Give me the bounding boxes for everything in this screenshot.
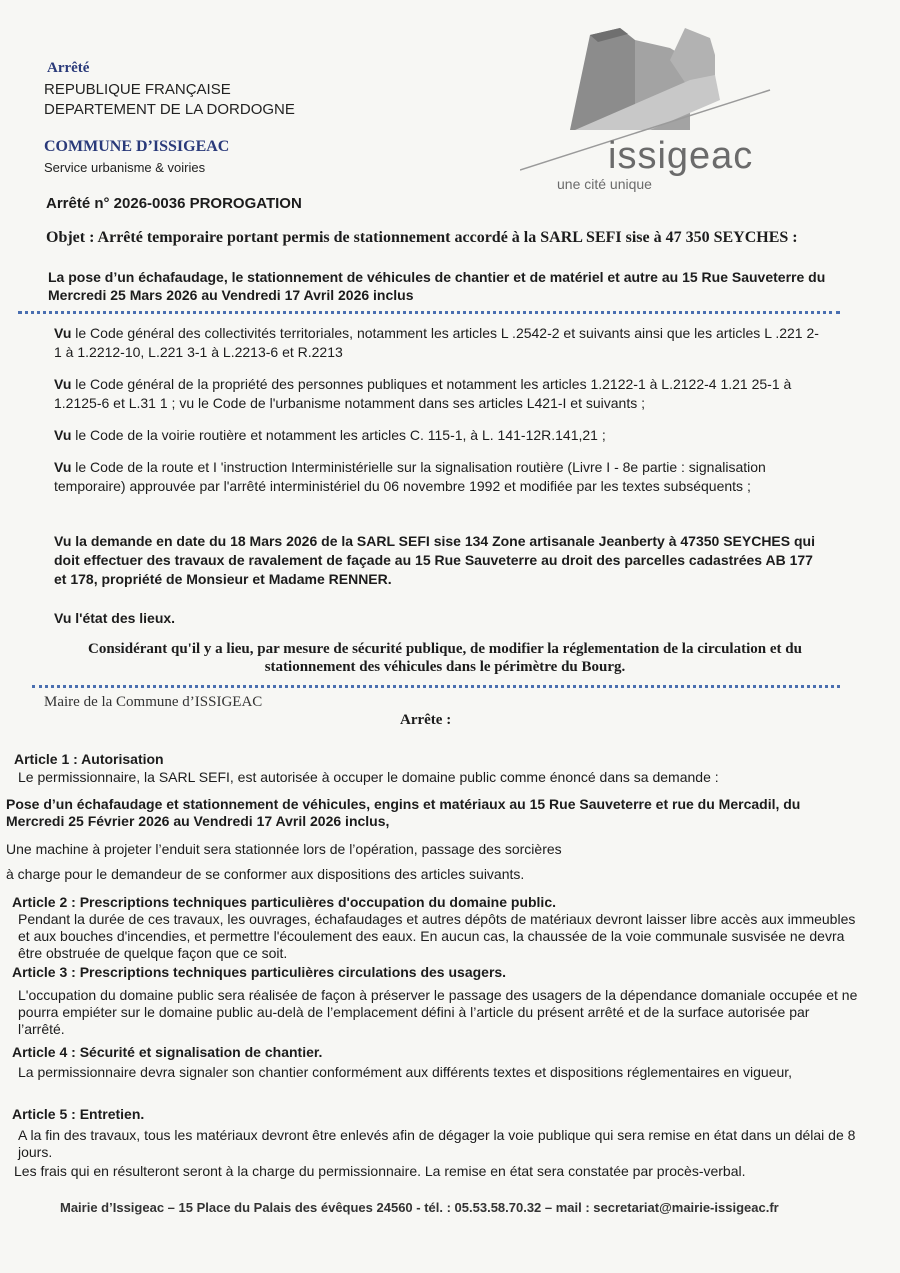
visa-key: Vu — [54, 427, 72, 443]
visa-item — [54, 426, 826, 445]
visa-key: Vu — [54, 325, 72, 341]
visa-text: le Code de la route et I 'instruction Interministérielle sur la signalisation routière (Livre I - 8e partie : signalisation temporaire) approuvée par l'arrêté interministériel du 06 novembre 1992 et modifiée par les textes subséquents ; — [54, 459, 766, 494]
article-5-text-2: Les frais qui en résulteront seront à la charge du permissionnaire. La remise en état sera constatée par procès-verbal. — [14, 1163, 746, 1179]
objet-title: Objet : Arrêté temporaire portant permis de stationnement accordé à la SARL SEFI sise à 47 350 SEYCHES : — [46, 229, 798, 246]
article-3-text: L'occupation du domaine public sera réalisée de façon à préserver le passage des usagers de la dépendance domaniale occupée et ne pourra empiéter sur le domaine public au-delà de l’emplacement défini à l’article du présent arrêté et de la surface autorisée par l’arrêté. — [18, 987, 858, 1037]
republique: REPUBLIQUE FRANÇAISE — [44, 81, 231, 98]
objet-subtitle: La pose d’un échafaudage, le stationnement de véhicules de chantier et de matériel et autre au 15 Rue Sauveterre du Mercredi 25 Mars 2026 au Vendredi 17 Avril 2026 inclus — [48, 269, 826, 303]
commune-name: COMMUNE D’ISSIGEAC — [44, 138, 230, 155]
document-type-label: Arrêté — [47, 60, 90, 76]
footer-address: Mairie d’Issigeac – 15 Place du Palais des évêques 24560 - tél. : 05.53.58.70.32 – mail : secretariat@mairie-issigeac.fr — [60, 1200, 779, 1215]
visa-text: le Code général des collectivités territoriales, notamment les articles L .2542-2 et suivants ainsi que les articles L .221 2-1 à 1.2212-10, L.221 3-1 à L.2213-6 et R.2213 — [54, 325, 819, 360]
visa-text: le Code de la voirie routière et notamment les articles C. 115-1, à L. 141-12R.141,21 ; — [71, 427, 606, 443]
article-5-title: Article 5 : Entretien. — [12, 1106, 145, 1122]
visa-item — [54, 458, 826, 496]
maire-title: Maire de la Commune d’ISSIGEAC — [44, 694, 263, 710]
visa-item-etat-lieux: Vu l'état des lieux. — [54, 610, 176, 626]
article-1-bold: Pose d’un échafaudage et stationnement de véhicules, engins et matériaux au 15 Rue Sauveterre et rue du Mercadil, du Mercredi 25 Février 2026 au Vendredi 17 Avril 2026 inclus, — [6, 796, 801, 829]
visa-item — [54, 324, 826, 362]
logo-name: issigeac — [608, 135, 754, 177]
article-1-machine: Une machine à projeter l’enduit sera stationnée lors de l’opération, passage des sorcières — [6, 841, 562, 857]
dotted-divider — [18, 311, 840, 314]
article-1-charge: à charge pour le demandeur de se conformer aux dispositions des articles suivants. — [6, 866, 525, 882]
article-1-title: Article 1 : Autorisation — [14, 751, 164, 767]
visa-item — [54, 375, 826, 413]
article-4-text: La permissionnaire devra signaler son chantier conformément aux différents textes et dispositions réglementaires en vigueur, — [18, 1064, 793, 1080]
dotted-divider — [32, 685, 840, 688]
article-5-text: A la fin des travaux, tous les matériaux devront être enlevés afin de dégager la voie publique qui sera remise en état dans un délai de 8 jours. — [18, 1127, 856, 1160]
arrete-heading: Arrête : — [400, 712, 452, 728]
article-2-title: Article 2 : Prescriptions techniques particulières d'occupation du domaine public. — [12, 894, 556, 910]
visa-text: le Code général de la propriété des personnes publiques et notamment les articles 1.2122-1 à L.2122-4 1.21 25-1 à 1.2125-6 et L.31 1 ; vu le Code de l'urbanisme notamment dans ses articles L421-I et suivants ; — [54, 376, 792, 411]
article-1-text: Le permissionnaire, la SARL SEFI, est autorisée à occuper le domaine public comme énoncé dans sa demande : — [18, 769, 719, 785]
logo-tagline: une cité unique — [557, 176, 652, 192]
article-2-text: Pendant la durée de ces travaux, les ouvrages, échafaudages et autres dépôts de matériaux devront laisser libre accès aux immeubles et aux bouches d'incendies, et permettre l'écoulement des eaux. En aucun cas, la chaussée de la voie communale susvisée ne devra être obstruée de quelque façon que ce soit. — [18, 911, 856, 961]
arrete-number: Arrêté n° 2026-0036 PROROGATION — [46, 195, 302, 212]
considerant: Considérant qu'il y a lieu, par mesure de sécurité publique, de modifier la réglementation de la circulation et du stationnement des véhicules dans le périmètre du Bourg. — [88, 641, 802, 675]
service-name: Service urbanisme & voiries — [44, 160, 206, 175]
departement: DEPARTEMENT DE LA DORDOGNE — [44, 101, 295, 118]
article-4-title: Article 4 : Sécurité et signalisation de chantier. — [12, 1044, 323, 1060]
visa-key: Vu — [54, 459, 72, 475]
visa-key: Vu — [54, 376, 72, 392]
article-3-title: Article 3 : Prescriptions techniques particulières circulations des usagers. — [12, 964, 507, 980]
header-authority — [44, 80, 295, 120]
visa-item-demande: Vu la demande en date du 18 Mars 2026 de la SARL SEFI sise 134 Zone artisanale Jeanberty à 47350 SEYCHES qui doit effectuer des travaux de ravalement de façade au 15 Rue Sauveterre au droit des parcelles cadastrées AB 177 et 178, propriété de Monsieur et Madame RENNER. — [54, 533, 815, 587]
